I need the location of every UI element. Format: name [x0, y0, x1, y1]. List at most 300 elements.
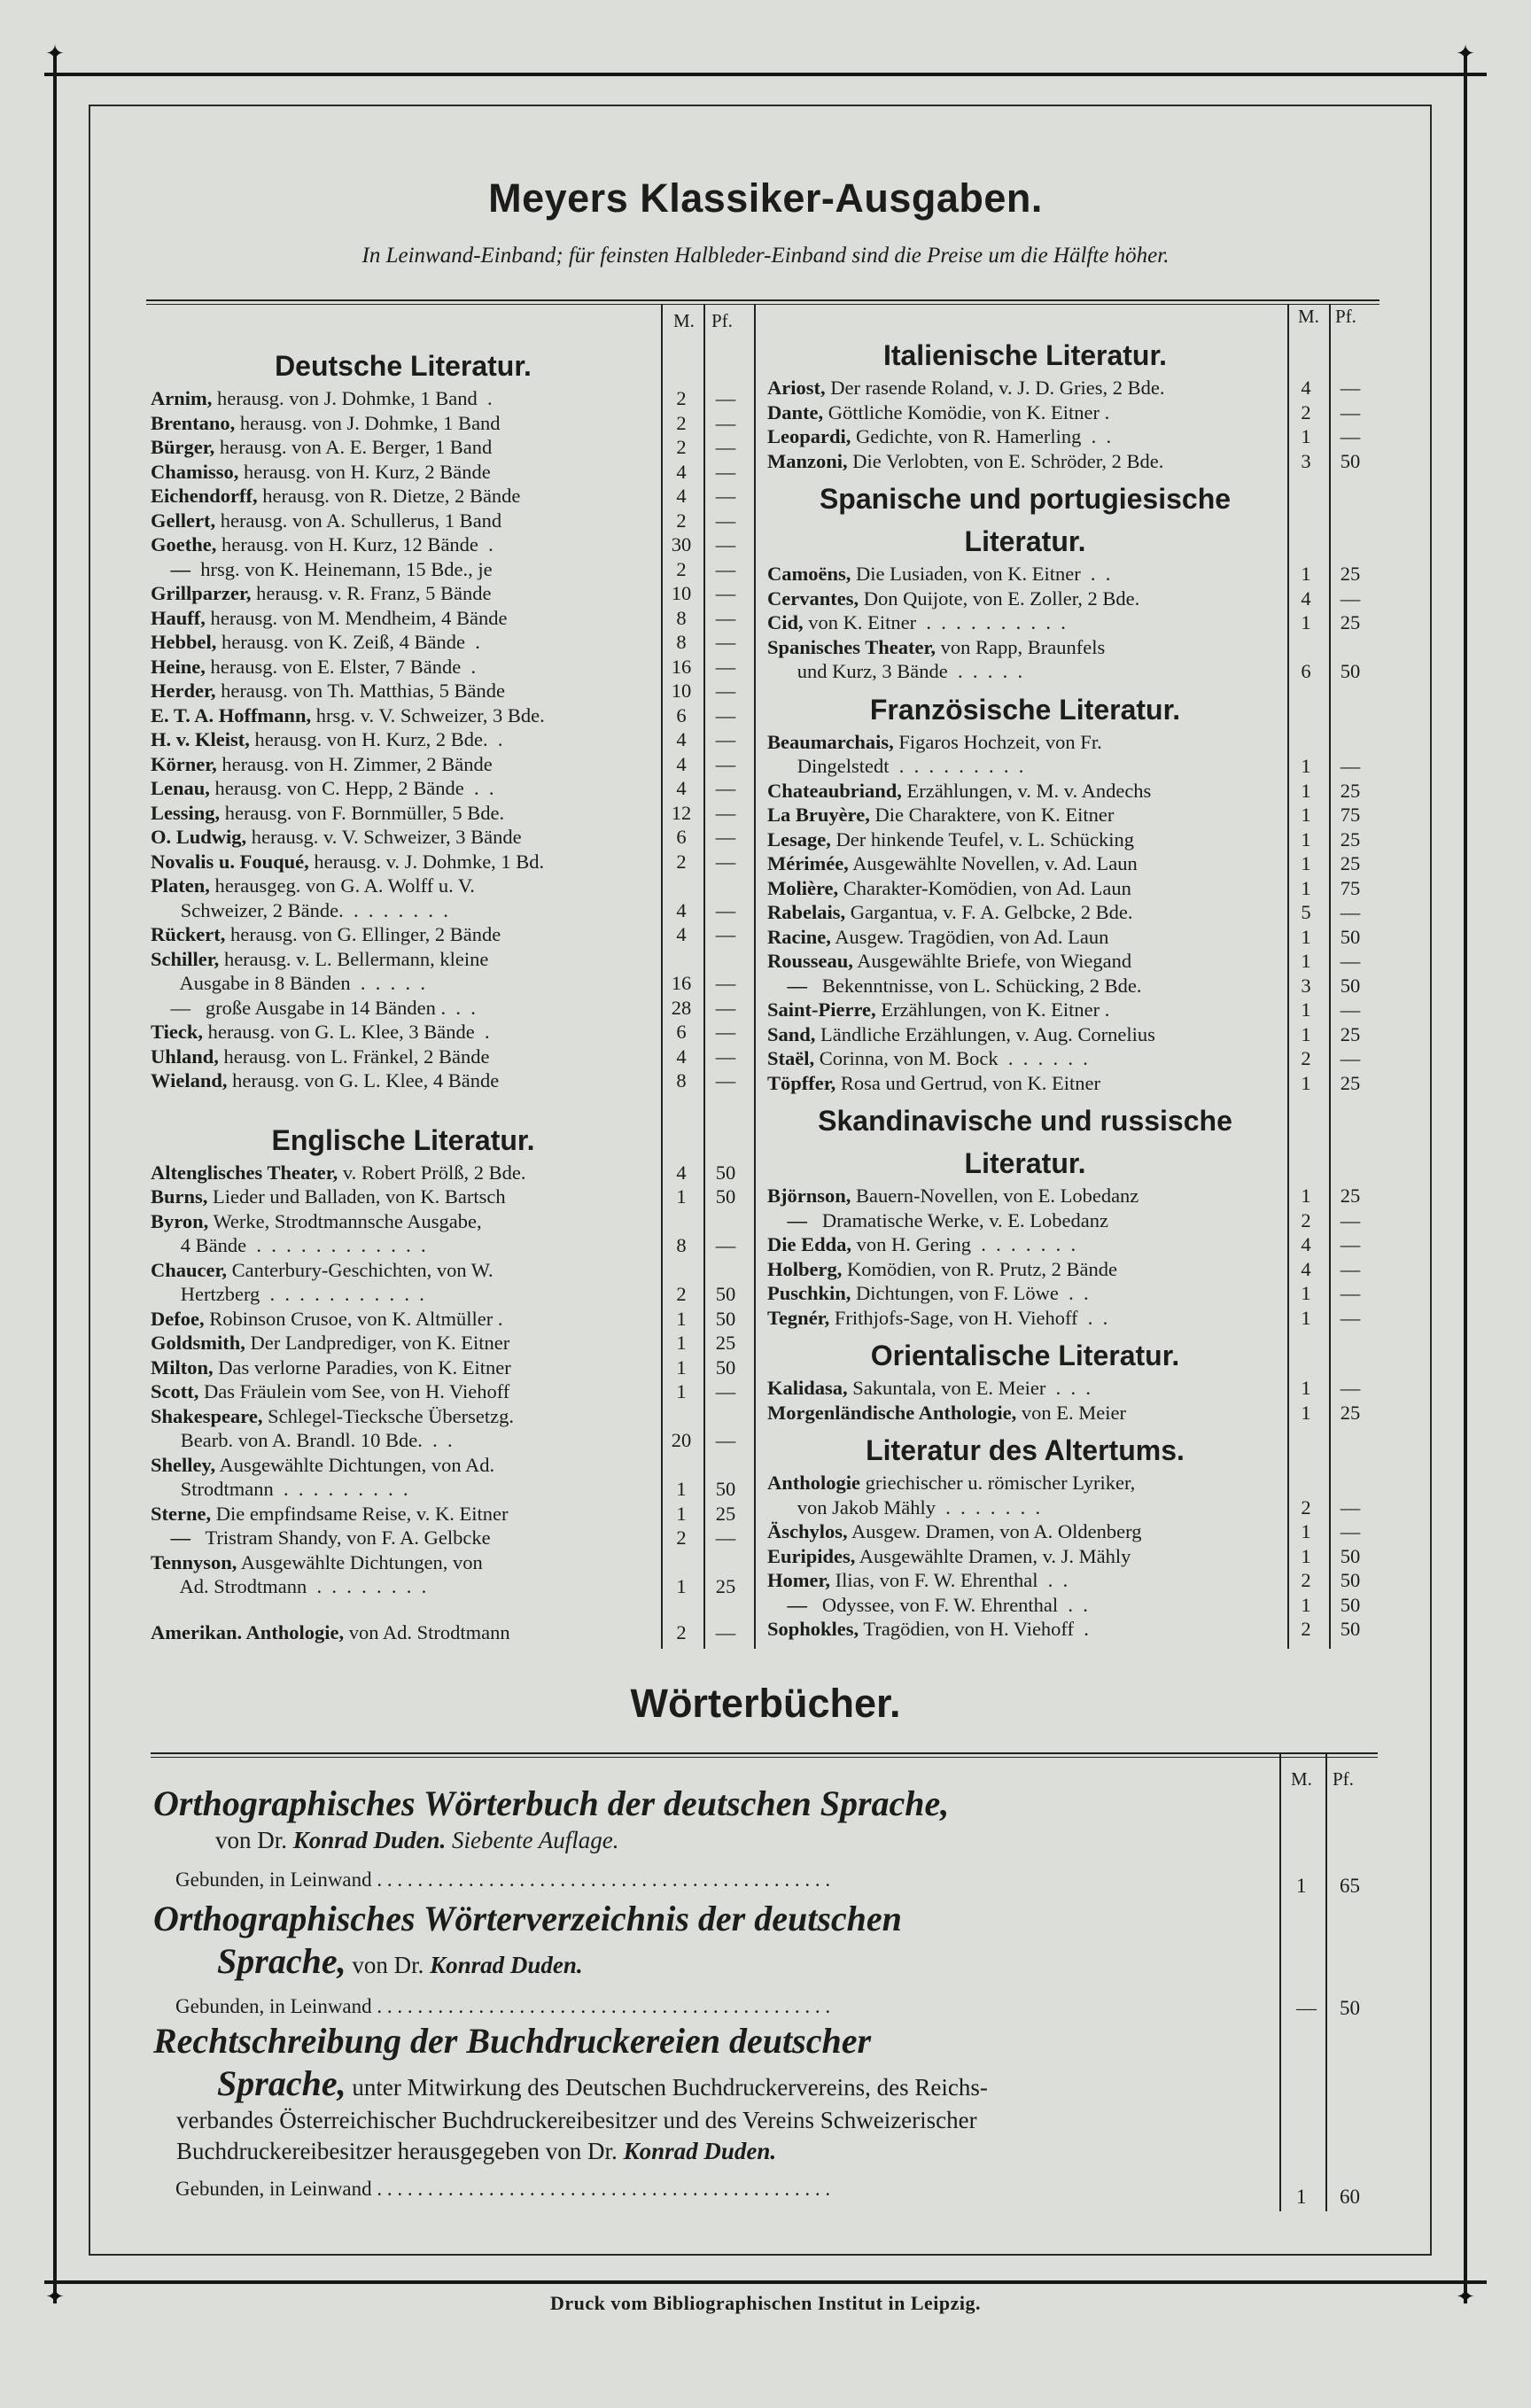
left-col-m-header: M.	[673, 310, 695, 331]
entry-description: herausg. von Th. Matthias, 5 Bände	[215, 680, 505, 702]
dict-price-m: 1	[1296, 1875, 1307, 1897]
author-name: Amerikan. Anthologie,	[151, 1620, 345, 1643]
entry-text	[767, 1071, 1100, 1096]
dict-price-pf: 50	[1340, 1997, 1360, 2019]
price-pfennig: —	[715, 582, 736, 604]
price-marks: 1	[676, 1332, 687, 1354]
author-name: Rousseau,	[767, 950, 853, 972]
entry-text	[767, 635, 1105, 660]
entry-text	[767, 779, 1151, 804]
catalog-entry	[767, 851, 1361, 876]
catalog-entry	[151, 1379, 736, 1404]
price-pfennig: 50	[715, 1161, 736, 1184]
catalog-entry	[151, 1620, 736, 1645]
price-marks: 4	[676, 485, 687, 507]
entry-description: Werke, Strodtmannsche Ausgabe,	[208, 1209, 482, 1232]
catalog-entry	[767, 1306, 1361, 1331]
catalog-entry	[151, 557, 736, 582]
price-pfennig: 50	[1340, 660, 1361, 682]
section-heading: Literatur.	[964, 525, 1086, 557]
author-name: Goldsmith,	[151, 1332, 245, 1354]
catalog-entry	[151, 996, 736, 1021]
corner-ornament-icon: ✦	[45, 41, 65, 67]
spacer	[151, 1093, 656, 1115]
entry-text	[151, 996, 476, 1021]
entry-text	[151, 971, 425, 996]
entry-text	[767, 449, 1163, 474]
author-name: Molière,	[767, 876, 839, 899]
entry-description: Ausgewählte Briefe, von Wiegand	[852, 950, 1132, 972]
entry-description: herausg. v. L. Bellermann, kleine	[219, 947, 489, 970]
catalog-entry	[767, 1281, 1361, 1306]
entry-description: herausg. v. R. Franz, 5 Bände	[251, 582, 492, 604]
price-marks: 3	[1301, 974, 1311, 997]
catalog-entry	[151, 776, 736, 801]
catalog-entry	[151, 1068, 736, 1093]
dict-entry-1	[153, 1783, 949, 1891]
catalog-entry	[767, 900, 1361, 925]
price-pfennig: 75	[1340, 876, 1361, 899]
entry-description: Der rasende Roland, v. J. D. Gries, 2 Bde.	[825, 377, 1165, 399]
catalog-entry	[767, 562, 1361, 586]
dict-rule-2	[1325, 1754, 1327, 2211]
dict-price-pf: 60	[1340, 2186, 1360, 2208]
entry-text	[767, 562, 1110, 586]
price-marks: 4	[676, 728, 687, 750]
entry-text	[151, 703, 545, 728]
frame-left-rule	[53, 53, 57, 2303]
author-name: Dante,	[767, 400, 824, 423]
price-marks: 1	[1301, 804, 1311, 826]
author-name: E. T. A. Hoffmann,	[151, 703, 312, 726]
section-heading: Literatur.	[964, 1147, 1086, 1179]
entry-description: herausg. von L. Fränkel, 2 Bände	[218, 1045, 490, 1068]
entry-text	[767, 424, 1111, 449]
catalog-entry	[151, 1574, 736, 1599]
entry-text	[767, 1519, 1141, 1544]
entry-text	[767, 925, 1108, 950]
entry-text	[151, 776, 493, 801]
author-name: Anthologie	[767, 1472, 861, 1494]
entry-text	[767, 851, 1138, 876]
author-name: Manzoni,	[767, 449, 848, 472]
entry-text	[151, 801, 504, 826]
catalog-entry	[151, 1526, 736, 1550]
price-marks: 1	[1301, 827, 1311, 851]
entry-text	[151, 435, 492, 460]
author-name: Shakespeare,	[151, 1404, 263, 1427]
entry-text	[151, 1620, 510, 1645]
price-pfennig: —	[715, 411, 736, 434]
entry-description: Ausgabe in 8 Bänden . . . . .	[151, 972, 425, 994]
entry-text	[151, 1020, 490, 1045]
entry-text	[767, 730, 1102, 755]
price-pfennig: 50	[1340, 1593, 1361, 1616]
author-name: Schiller,	[151, 947, 220, 970]
catalog-entry	[151, 484, 736, 509]
price-marks: 16	[671, 972, 692, 994]
price-pfennig: —	[1340, 1208, 1361, 1231]
price-pfennig: —	[715, 1526, 736, 1549]
entry-text	[767, 900, 1133, 925]
author-name: Holberg,	[767, 1257, 843, 1280]
author-name: Defoe,	[151, 1307, 205, 1330]
dict-entry-title-cont: Sprache,	[217, 1941, 346, 1981]
price-marks: 2	[676, 1620, 687, 1643]
dict-entry-title: Orthographisches Wörterverzeichnis der deutschen	[153, 1899, 902, 1938]
catalog-entry	[767, 376, 1361, 400]
entry-description: Dichtungen, von F. Löwe . .	[851, 1282, 1089, 1304]
entry-description: Bekenntnisse, von L. Schücking, 2 Bde.	[807, 974, 1142, 997]
catalog-entry	[767, 1544, 1361, 1569]
author-name: Cid,	[767, 611, 804, 633]
price-marks: 1	[676, 1478, 687, 1500]
frame-top-rule	[44, 73, 1487, 76]
price-pfennig: 25	[715, 1575, 736, 1597]
entry-text	[151, 386, 493, 411]
catalog-entry	[151, 509, 736, 533]
entry-description: 4 Bände . . . . . . . . . . . .	[151, 1234, 426, 1256]
entry-text	[767, 400, 1109, 425]
price-marks: 2	[676, 411, 687, 434]
dict-price-m: 1	[1296, 2186, 1307, 2208]
price-marks: 2	[1301, 1208, 1311, 1231]
dict-binding: Gebunden, in Leinwand . . . . . . . . . . . . . . . . . . . . . . . . . . . . . . . . . . . . . . . . . . . . .	[175, 1995, 831, 2017]
price-marks: 30	[671, 533, 692, 555]
page-title: Meyers Klassiker-Ausgaben.	[488, 175, 1043, 221]
author-name: Arnim,	[151, 387, 213, 409]
entry-text	[151, 752, 493, 777]
entry-description: herausg. von A. E. Berger, 1 Band	[214, 436, 493, 458]
section-heading: Spanische und portugiesische	[819, 483, 1232, 515]
entry-text	[151, 1355, 511, 1380]
catalog-entry	[151, 1020, 736, 1045]
entry-description: hrsg. von K. Heinemann, 15 Bde., je	[190, 557, 493, 580]
author-name: Gellert,	[151, 509, 216, 532]
catalog-entry	[151, 1550, 656, 1575]
entry-text	[151, 581, 492, 606]
catalog-entry	[151, 752, 736, 777]
price-marks: 2	[1301, 400, 1311, 423]
price-marks: 28	[671, 996, 692, 1019]
catalog-entry	[151, 655, 736, 680]
catalog-entry	[151, 922, 736, 947]
entry-description: griechischer u. römischer Lyriker,	[860, 1472, 1136, 1494]
price-pfennig: 50	[715, 1283, 736, 1305]
price-marks: 6	[676, 826, 687, 848]
left-col-rule-1	[661, 304, 663, 1649]
entry-text	[767, 1281, 1089, 1306]
author-name: Novalis u. Fouqué,	[151, 850, 309, 873]
catalog-entry	[151, 630, 736, 655]
price-marks: 10	[671, 680, 692, 702]
entry-text	[767, 1306, 1107, 1331]
entry-description: herausg. von A. Schullerus, 1 Band	[215, 509, 502, 532]
price-pfennig: —	[1340, 950, 1361, 972]
price-marks: 5	[1301, 901, 1311, 923]
price-pfennig: —	[1340, 1520, 1361, 1542]
price-pfennig: —	[1340, 1233, 1361, 1255]
entry-description: Ländliche Erzählungen, v. Aug. Cornelius	[815, 1022, 1155, 1045]
entry-description: Strodtmann . . . . . . . . .	[151, 1478, 408, 1500]
entry-description: herausg. von G. L. Klee, 4 Bände	[227, 1069, 500, 1091]
author-name: Herder,	[151, 680, 216, 702]
entry-text	[151, 1068, 499, 1093]
author-name: Bürger,	[151, 436, 215, 458]
catalog-entry	[151, 1161, 736, 1185]
price-pfennig: 50	[1340, 449, 1361, 472]
right-col-rule-2	[1329, 304, 1331, 1649]
price-pfennig: —	[715, 631, 736, 653]
section-heading: Englische Literatur.	[271, 1123, 535, 1156]
author-name: —	[767, 974, 807, 997]
section-heading: Deutsche Literatur.	[275, 350, 532, 382]
author-name: —	[767, 1208, 807, 1231]
entry-description: Die empfindsame Reise, v. K. Eitner	[211, 1502, 509, 1525]
price-marks: 6	[676, 703, 687, 726]
price-marks: 2	[1301, 1618, 1311, 1640]
entry-text	[151, 1209, 482, 1234]
entry-text	[767, 998, 1109, 1022]
dict-rule-1	[1279, 1754, 1281, 2211]
entry-description: Die Verlobten, von E. Schröder, 2 Bde.	[847, 449, 1164, 472]
author-name: Lenau,	[151, 777, 210, 799]
entry-description: Gedichte, von R. Hamerling . .	[851, 425, 1112, 447]
price-pfennig: —	[715, 1620, 736, 1643]
catalog-entry	[151, 1307, 736, 1332]
entry-text	[151, 1331, 509, 1355]
entry-description: Canterbury-Geschichten, von W.	[227, 1258, 493, 1281]
price-marks: 4	[676, 1045, 687, 1068]
catalog-entry	[151, 727, 736, 752]
price-pfennig: 25	[1340, 611, 1361, 633]
page-subtitle: In Leinwand-Einband; für feinsten Halbleder-Einband sind die Preise um die Hälfte höher.	[361, 244, 1170, 268]
author-name: Uhland,	[151, 1045, 219, 1068]
entry-description: Komödien, von R. Prutz, 2 Bände	[842, 1257, 1117, 1280]
author-name: Shelley,	[151, 1453, 216, 1476]
author-name: Chamisso,	[151, 460, 239, 483]
price-pfennig: 25	[1340, 852, 1361, 874]
entry-text	[767, 1471, 1135, 1495]
entry-description: Schlegel-Tiecksche Übersetzg.	[262, 1404, 514, 1427]
catalog-entry	[151, 1355, 736, 1380]
entry-text	[151, 1404, 514, 1429]
entry-text	[151, 825, 522, 850]
price-pfennig: 50	[715, 1355, 736, 1379]
catalog-entry	[767, 586, 1361, 611]
price-pfennig: —	[715, 898, 736, 921]
price-pfennig: —	[715, 777, 736, 799]
catalog-entry	[151, 1233, 736, 1258]
entry-description: herausg. von H. Zimmer, 2 Bände	[216, 752, 493, 775]
price-marks: 2	[676, 1283, 687, 1305]
catalog-entry	[151, 703, 736, 728]
dict-binding: Gebunden, in Leinwand . . . . . . . . . . . . . . . . . . . . . . . . . . . . . . . . . . . . . . . . . . . . .	[175, 1868, 831, 1891]
price-marks: 1	[1301, 1401, 1311, 1424]
entry-text	[767, 586, 1139, 611]
entry-description: Figaros Hochzeit, von Fr.	[893, 730, 1102, 753]
entry-description: herausg. von K. Zeiß, 4 Bände .	[216, 631, 480, 653]
entry-description: Ausgew. Tragödien, von Ad. Laun	[830, 925, 1109, 948]
author-name: Staël,	[767, 1047, 815, 1069]
catalog-entry	[767, 1471, 1283, 1495]
entry-text	[151, 898, 448, 923]
entry-description: Ilias, von F. W. Ehrenthal . .	[830, 1569, 1069, 1591]
price-marks: 1	[1301, 779, 1311, 802]
author-name: Altenglisches Theater,	[151, 1161, 338, 1184]
entry-text	[151, 1185, 506, 1209]
catalog-entry	[151, 606, 736, 631]
price-pfennig: 25	[715, 1502, 736, 1525]
price-marks: 1	[1301, 1520, 1311, 1542]
author-name: O. Ludwig,	[151, 826, 247, 848]
entry-text	[767, 1232, 1076, 1257]
left-col-rule-2	[703, 304, 705, 1649]
entry-description: Ausgewählte Dichtungen, von	[237, 1550, 483, 1573]
entry-description: Die Lusiaden, von K. Eitner . .	[851, 563, 1111, 585]
price-marks: 4	[676, 898, 687, 921]
author-name: Mérimée,	[767, 852, 849, 874]
section-heading: Skandinavische und russische	[818, 1105, 1232, 1137]
price-marks: 1	[1301, 563, 1311, 585]
entry-description: Frithjofs-Sage, von H. Viehoff . .	[829, 1306, 1108, 1329]
entry-text	[767, 1593, 1088, 1618]
price-pfennig: —	[715, 606, 736, 629]
author-name: Hauff,	[151, 606, 206, 629]
catalog-entry	[151, 1209, 656, 1234]
entry-text	[151, 532, 493, 557]
price-marks: 4	[676, 777, 687, 799]
dict-entry-line4	[153, 2136, 988, 2167]
entry-description: herausg. von G. L. Klee, 3 Bände .	[202, 1021, 490, 1043]
entry-text	[151, 874, 475, 898]
price-pfennig: —	[1340, 1257, 1361, 1280]
entry-text	[767, 974, 1141, 998]
author-name: Cervantes,	[767, 586, 859, 610]
catalog-entry	[767, 1401, 1361, 1425]
price-marks: 2	[1301, 1047, 1311, 1069]
byline-text: unter Mitwirkung des Deutschen Buchdruckervereins, des Reichs-	[346, 2074, 988, 2101]
entry-description: von H. Gering . . . . . . .	[851, 1233, 1076, 1255]
price-marks: 4	[676, 1161, 687, 1184]
dict-entry-title: Rechtschreibung der Buchdruckereien deutscher	[153, 2021, 872, 2061]
catalog-entry	[151, 1502, 736, 1526]
price-pfennig: 25	[715, 1332, 736, 1354]
entry-text	[151, 1282, 424, 1307]
catalog-entry	[151, 1282, 736, 1307]
author-name: Sterne,	[151, 1502, 212, 1525]
price-marks: 1	[1301, 1306, 1311, 1329]
entry-description: Die Charaktere, von K. Eitner	[869, 804, 1115, 826]
entry-description: Rosa und Gertrud, von K. Eitner	[835, 1071, 1100, 1094]
price-marks: 2	[676, 436, 687, 458]
author-name: Töpffer,	[767, 1071, 836, 1094]
price-marks: 4	[1301, 1233, 1311, 1255]
price-pfennig: 50	[1340, 925, 1361, 948]
price-pfennig: —	[715, 972, 736, 994]
author-name: —	[767, 1593, 807, 1616]
entry-text	[151, 655, 476, 680]
price-marks: 2	[676, 850, 687, 873]
entry-description: von E. Meier	[1016, 1401, 1126, 1424]
catalog-entry	[767, 1568, 1361, 1593]
price-marks: 1	[1301, 925, 1311, 948]
catalog-entry	[767, 827, 1361, 852]
entry-description: herausg. von H. Kurz, 2 Bände	[238, 460, 491, 483]
author-name: Sand,	[767, 1022, 816, 1045]
right-column	[767, 330, 1361, 1642]
price-pfennig: 25	[1340, 1185, 1361, 1207]
catalog-entry	[151, 850, 736, 874]
price-pfennig: 50	[715, 1307, 736, 1330]
price-marks: 1	[676, 1502, 687, 1525]
author-name: Konrad Duden.	[430, 1952, 583, 1978]
price-pfennig: 50	[1340, 1618, 1361, 1640]
catalog-entry	[767, 424, 1361, 449]
catalog-entry	[151, 874, 656, 898]
entry-text	[767, 949, 1131, 974]
author-name: Saint-Pierre,	[767, 998, 876, 1021]
price-marks: 1	[676, 1380, 687, 1402]
entry-description: Bearb. von A. Brandl. 10 Bde. . .	[151, 1429, 453, 1451]
dict-col-m-header: M.	[1291, 1768, 1312, 1790]
price-marks: 1	[676, 1185, 687, 1208]
author-name: Konrad Duden.	[623, 2138, 777, 2164]
entry-description: Ausgewählte Novellen, v. Ad. Laun	[848, 852, 1138, 874]
author-name: Morgenländische Anthologie,	[767, 1401, 1017, 1424]
price-marks: 1	[1301, 1377, 1311, 1399]
entry-text	[151, 1233, 426, 1258]
catalog-entry	[151, 947, 656, 972]
author-name: Milton,	[151, 1355, 214, 1379]
entry-description: herausg. von H. Kurz, 12 Bände .	[216, 533, 493, 555]
dict-entry-title-cont: Sprache,	[217, 2063, 346, 2103]
catalog-entry	[767, 1257, 1361, 1282]
author-name: Kalidasa,	[767, 1377, 848, 1399]
catalog-entry	[767, 1184, 1361, 1208]
price-pfennig: —	[715, 1429, 736, 1451]
price-marks: 2	[676, 557, 687, 580]
entry-text	[767, 1257, 1117, 1282]
entry-description: Dramatische Werke, v. E. Lobedanz	[807, 1208, 1108, 1231]
entry-text	[767, 1046, 1088, 1071]
price-pfennig: —	[715, 680, 736, 702]
dict-entry-byline	[153, 1940, 902, 1983]
dict-entry-title: Orthographisches Wörterbuch der deutschen Sprache,	[153, 1783, 950, 1823]
price-marks: 10	[671, 582, 692, 604]
entry-description: Ausgewählte Dramen, v. J. Mähly	[855, 1544, 1131, 1567]
byline-text: Buchdruckereibesitzer herausgegeben von Dr.	[176, 2138, 624, 2164]
entry-description: Erzählungen, v. M. v. Andechs	[901, 779, 1152, 802]
price-marks: 4	[676, 923, 687, 945]
entry-description: Ad. Strodtmann . . . . . . . .	[151, 1575, 427, 1597]
entry-text	[151, 484, 520, 509]
section-heading: Italienische Literatur.	[882, 339, 1168, 371]
entry-text	[767, 1184, 1139, 1208]
price-marks: 8	[676, 631, 687, 653]
printer-footer: Druck vom Bibliographischen Institut in Leipzig.	[549, 2292, 982, 2314]
price-pfennig: 50	[715, 1478, 736, 1500]
author-name: Goethe,	[151, 533, 217, 555]
price-marks: 1	[1301, 1282, 1311, 1304]
author-name: Byron,	[151, 1209, 209, 1232]
dict-entry-byline	[153, 2062, 988, 2105]
author-name: —	[151, 557, 190, 580]
catalog-entry	[767, 1232, 1361, 1257]
entry-text	[151, 850, 544, 874]
price-pfennig: —	[715, 826, 736, 848]
author-name: Äschylos,	[767, 1520, 848, 1542]
